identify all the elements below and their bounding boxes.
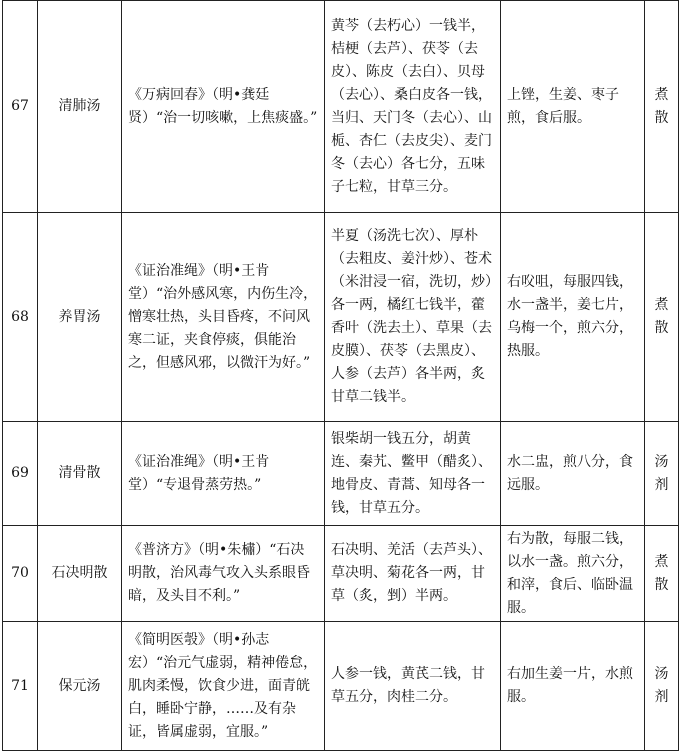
formula-method: 右㕮咀，每服四钱，水一盏半，姜七片，乌梅一个，煎六分，热服。 xyxy=(501,213,645,422)
formula-ingredients: 银柴胡一钱五分，胡黄连、秦艽、鳖甲（醋炙）、地骨皮、青蒿、知母各一钱，甘草五分。 xyxy=(325,422,501,526)
formula-source: 《证治准绳》（明•王肯堂）“治外感风寒，内伤生冷，憎寒壮热，头目昏疼，不问风寒二证，夹食停痰，俱能治之，但感风邪，以微汗为好。” xyxy=(122,213,325,422)
row-number: 69 xyxy=(3,422,38,526)
formula-ingredients: 石决明、羌活（去芦头）、草决明、菊花各一两，甘草（炙，剉）半两。 xyxy=(325,526,501,622)
formula-form: 煮散 xyxy=(645,1,679,213)
table-row xyxy=(3,526,679,622)
formula-source: 《万病回春》（明•龚廷贤）“治一切咳嗽，上焦痰盛。” xyxy=(122,1,325,213)
row-number: 71 xyxy=(3,622,38,751)
formula-source: 《简明医彀》（明•孙志宏）“治元气虚弱，精神倦怠，肌肉柔慢，饮食少进，面青㿠白，睡卧宁静，……及有杂证，皆属虚弱，宜服。” xyxy=(122,622,325,751)
formula-method: 上锉，生姜、枣子煎，食后服。 xyxy=(501,1,645,213)
formula-method: 右加生姜一片，水煎服。 xyxy=(501,622,645,751)
formula-method: 右为散，每服二钱，以水一盏。煎六分，和滓，食后、临卧温服。 xyxy=(501,526,645,622)
row-number: 67 xyxy=(3,1,38,213)
formula-form: 煮散 xyxy=(645,526,679,622)
formula-ingredients: 人参一钱，黄芪二钱，甘草五分，肉桂二分。 xyxy=(325,622,501,751)
formula-ingredients: 半夏（汤洗七次）、厚朴（去粗皮、姜汁炒）、苍术（米泔浸一宿，洗切，炒）各一两，橘红七钱半，藿香叶（洗去土）、草果（去皮膜）、茯苓（去黑皮）、人参（去芦）各半两，炙甘草二钱半。 xyxy=(325,213,501,422)
table-row xyxy=(3,422,679,526)
formula-table xyxy=(2,0,679,751)
formula-name: 清骨散 xyxy=(38,422,122,526)
formula-form: 煮散 xyxy=(645,213,679,422)
formula-name: 石决明散 xyxy=(38,526,122,622)
formula-method: 水二盅，煎八分，食远服。 xyxy=(501,422,645,526)
formula-source: 《证治准绳》（明•王肯堂）“专退骨蒸劳热。” xyxy=(122,422,325,526)
formula-ingredients: 黄芩（去朽心）一钱半，桔梗（去芦）、茯苓（去皮）、陈皮（去白）、贝母（去心）、桑白皮各一钱，当归、天门冬（去心）、山栀、杏仁（去皮尖）、麦门冬（去心）各七分，五味子七粒，甘草三分。 xyxy=(325,1,501,213)
table-row xyxy=(3,213,679,422)
table-row xyxy=(3,1,679,213)
formula-name: 保元汤 xyxy=(38,622,122,751)
formula-form: 汤剂 xyxy=(645,622,679,751)
row-number: 70 xyxy=(3,526,38,622)
table-row xyxy=(3,622,679,751)
formula-name: 清肺汤 xyxy=(38,1,122,213)
row-number: 68 xyxy=(3,213,38,422)
formula-source: 《普济方》（明•朱橚）“石决明散，治风毒气攻入头系眼昏暗，及头目不利。” xyxy=(122,526,325,622)
formula-form: 汤剂 xyxy=(645,422,679,526)
formula-name: 养胃汤 xyxy=(38,213,122,422)
